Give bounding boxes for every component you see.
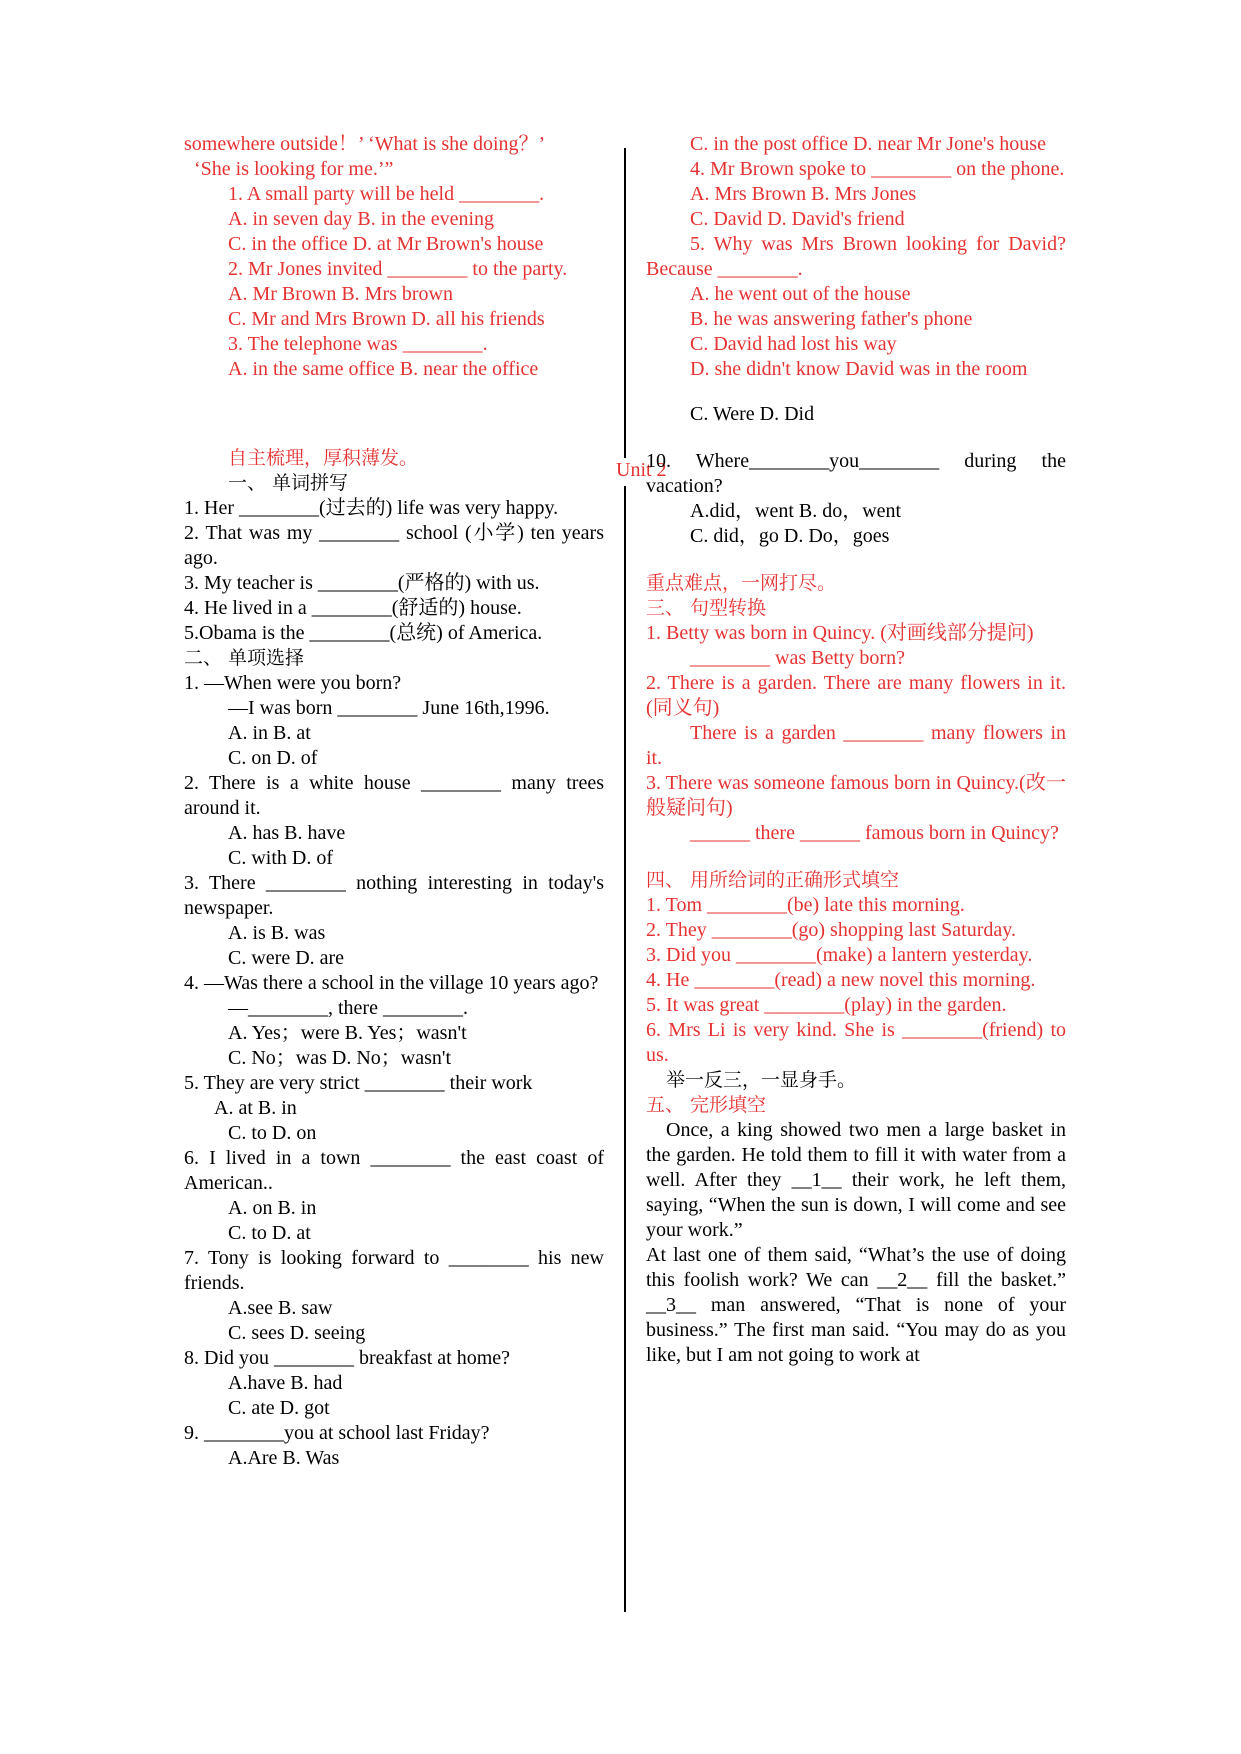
text-line: A. Mrs Brown B. Mrs Jones <box>690 183 917 205</box>
text-line: A.see B. saw <box>228 1297 333 1319</box>
section-title-spelling: 一、 单词拼写 <box>228 472 349 494</box>
text-line: 7. Tony is looking forward to ________ his new friends. <box>184 1247 604 1294</box>
question-10-options-a: A.did，went B. do，went <box>690 500 902 522</box>
text-line: 6. I lived in a town ________ the east coast of American.. <box>184 1147 604 1194</box>
section-title-transform: 三、 句型转换 <box>646 597 767 619</box>
question-10: 10. Where________you________ during the vacation? <box>646 450 1066 497</box>
text-line: 1. —When were you born? <box>184 672 402 694</box>
text-line: 3. My teacher is ________(严格的) with us. <box>184 572 540 594</box>
spelling-list <box>184 496 604 646</box>
section-title-fill: 四、 用所给词的正确形式填空 <box>646 869 900 891</box>
text-line: C. on D. of <box>228 747 318 769</box>
fill-list <box>646 893 1066 1068</box>
text-line: C. with D. of <box>228 847 333 869</box>
text-line: 2. Mr Jones invited ________ to the party. <box>228 258 568 280</box>
text-line: C. were D. are <box>228 947 345 969</box>
text-line: There is a garden ________ many flowers in it. <box>646 722 1066 769</box>
question-9-options: C. Were D. Did <box>690 403 815 425</box>
text-line: 1. Her ________(过去的) life was very happy. <box>184 497 559 519</box>
text-line: C. to D. on <box>228 1122 317 1144</box>
text-line: A.Are B. Was <box>228 1447 340 1469</box>
reading-questions-continued <box>646 132 1066 382</box>
text-line: A. in the same office B. near the office <box>228 358 539 380</box>
section-title-cloze: 五、 完形填空 <box>646 1094 767 1116</box>
text-line: —________, there ________. <box>228 997 468 1019</box>
question-10-options-b: C. did，go D. Do，goes <box>690 525 890 547</box>
section-title-choice: 二、 单项选择 <box>184 647 305 669</box>
text-line: 6. Mrs Li is very kind. She is ________(friend) to us. <box>646 1019 1066 1066</box>
reading-questions <box>184 132 604 382</box>
text-line: 9. ________you at school last Friday? <box>184 1422 490 1444</box>
text-line: 5. They are very strict ________ their work <box>184 1072 533 1094</box>
text-line: somewhere outside！’ ‘What is she doing？’ <box>184 133 546 155</box>
text-line: B. he was answering father's phone <box>690 308 973 330</box>
text-line: C. in the post office D. near Mr Jone's house <box>690 133 1046 155</box>
text-line: 1. A small party will be held ________. <box>228 183 545 205</box>
text-line: A. Mr Brown B. Mrs brown <box>228 283 453 305</box>
text-line: 5.Obama is the ________(总统) of America. <box>184 622 543 644</box>
text-line: C. Mr and Mrs Brown D. all his friends <box>228 308 545 330</box>
section-intro-key: 重点难点，一网打尽。 <box>646 572 837 594</box>
text-line: A. at B. in <box>214 1097 297 1119</box>
text-line: C. ate D. got <box>228 1397 330 1419</box>
text-line: A.have B. had <box>228 1372 343 1394</box>
cloze-paragraph-2: At last one of them said, “What’s the use of doing this foolish work? We can __2__ fill the basket.” __3__ man answered, “That is none of your business.” The first man said. “You may do as you like, but I am not going to work at <box>646 1244 1066 1366</box>
unit-label: Unit 2 <box>616 459 667 481</box>
text-line: 8. Did you ________ breakfast at home? <box>184 1347 511 1369</box>
column-divider-bottom <box>624 486 626 1612</box>
text-line: A. Yes；were B. Yes；wasn't <box>228 1022 467 1044</box>
transform-list <box>646 621 1066 846</box>
text-line: 4. —Was there a school in the village 10 years ago? <box>184 972 599 994</box>
text-line: C. to D. at <box>228 1222 311 1244</box>
text-line: C. No；was D. No；wasn't <box>228 1047 452 1069</box>
text-line: —I was born ________ June 16th,1996. <box>228 697 550 719</box>
section-intro-practice: 举一反三，一显身手。 <box>666 1069 857 1091</box>
text-line: C. sees D. seeing <box>228 1322 366 1344</box>
text-line: 3. The telephone was ________. <box>228 333 488 355</box>
text-line: 4. Mr Brown spoke to ________ on the phone. <box>690 158 1065 180</box>
text-line: A. in B. at <box>228 722 311 744</box>
text-line: 1. Betty was born in Quincy. (对画线部分提问) <box>646 622 1034 644</box>
text-line: C. David D. David's friend <box>690 208 905 230</box>
cloze-paragraph-1: Once, a king showed two men a large basket in the garden. He told them to fill it with water from a well. After they __1__ their work, he left them, saying, “When the sun is down, I will come and see your work.” <box>646 1119 1066 1241</box>
text-line: A. on B. in <box>228 1197 317 1219</box>
text-line: 4. He ________(read) a new novel this morning. <box>646 969 1036 991</box>
text-line: ‘She is looking for me.’” <box>194 158 394 180</box>
text-line: A. in seven day B. in the evening <box>228 208 495 230</box>
text-line: 5. Why was Mrs Brown looking for David? Because ________. <box>646 233 1066 280</box>
text-line: 3. There ________ nothing interesting in today's newspaper. <box>184 872 604 919</box>
choice-list <box>184 671 604 1471</box>
text-line: ________ was Betty born? <box>690 647 905 669</box>
left-column <box>184 132 604 1471</box>
text-line: C. David had lost his way <box>690 333 897 355</box>
text-line: 1. Tom ________(be) late this morning. <box>646 894 965 916</box>
text-line: D. she didn't know David was in the room <box>690 358 1028 380</box>
column-divider-top <box>624 148 626 458</box>
text-line: 4. He lived in a ________(舒适的) house. <box>184 597 522 619</box>
right-column <box>646 132 1066 1368</box>
text-line: 5. It was great ________(play) in the garden. <box>646 994 1007 1016</box>
section-intro: 自主梳理，厚积薄发。 <box>228 447 419 469</box>
text-line: 2. There is a white house ________ many trees around it. <box>184 772 604 819</box>
text-line: A. has B. have <box>228 822 346 844</box>
text-line: C. in the office D. at Mr Brown's house <box>228 233 544 255</box>
text-line: 2. They ________(go) shopping last Saturday. <box>646 919 1016 941</box>
text-line: 2. There is a garden. There are many flowers in it. (同义句) <box>646 672 1066 719</box>
text-line: 2. That was my ________ school (小学) ten years ago. <box>184 522 604 569</box>
text-line: 3. Did you ________(make) a lantern yesterday. <box>646 944 1033 966</box>
text-line: A. is B. was <box>228 922 326 944</box>
text-line: 3. There was someone famous born in Quincy.(改一般疑问句) <box>646 772 1066 819</box>
text-line: A. he went out of the house <box>690 283 911 305</box>
text-line: ______ there ______ famous born in Quincy? <box>690 822 1059 844</box>
